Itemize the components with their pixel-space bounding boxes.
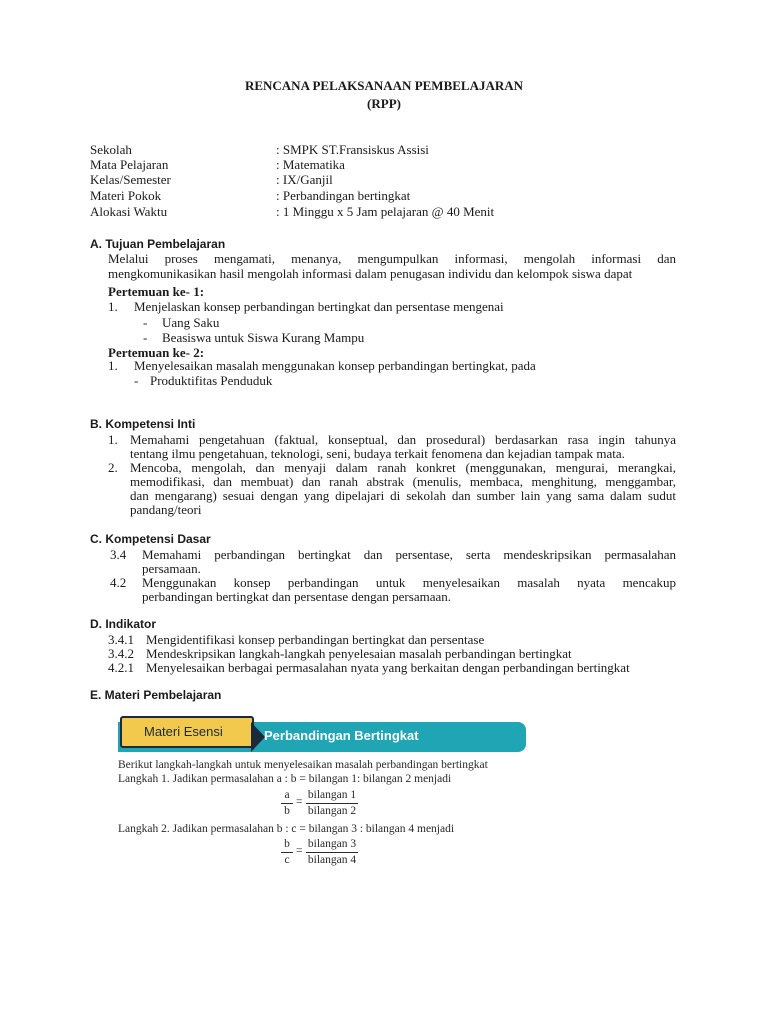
document-title: RENCANA PELAKSANAAN PEMBELAJARAN — [244, 78, 524, 93]
basic-competency-1-line2: persamaan. — [142, 561, 201, 576]
info-value: : 1 Minggu x 5 Jam pelajaran @ 40 Menit — [276, 204, 495, 219]
indicator-number: 3.4.1 — [108, 632, 134, 647]
info-label: Alokasi Waktu — [90, 204, 168, 219]
indicator-number: 4.2.1 — [108, 660, 134, 675]
section-a-intro-line1: Melalui proses mengamati, menanya, mengumpulkan informasi, mengolah informasi dan — [108, 251, 676, 266]
info-value: : Perbandingan bertingkat — [276, 188, 411, 203]
step-2-text: Langkah 2. Jadikan permasalahan b : c = bilangan 3 : bilangan 4 menjadi — [118, 823, 455, 835]
dash-bullet: - — [134, 373, 139, 388]
banner-arrow-icon — [251, 722, 265, 752]
competency-2-line4: pandang/teori — [130, 502, 202, 517]
list-number: 1. — [108, 299, 118, 314]
equals-sign: = — [296, 845, 303, 857]
meeting-2-item: Menyelesaikan masalah menggunakan konsep perbandingan bertingkat, pada — [134, 358, 536, 373]
indicator-text: Mendeskripsikan langkah-langkah penyelesaian masalah perbandingan bertingkat — [146, 646, 572, 661]
meeting-1-title: Pertemuan ke- 1: — [108, 284, 205, 299]
numerator: bilangan 3 — [306, 838, 358, 853]
fraction-bilangan-1-over-2 — [306, 789, 358, 818]
fraction-bilangan-3-over-4 — [306, 838, 358, 867]
basic-competency-2-line2: perbandingan bertingkat dan persentase dengan persamaan. — [142, 589, 451, 604]
list-number: 4.2 — [110, 575, 127, 590]
meeting-1-item: Menjelaskan konsep perbandingan bertingkat dan persentase mengenai — [134, 299, 504, 314]
section-a-intro-line2: mengkomunikasikan hasil mengolah informasi dalam penugasan individu dan kelompok siswa dapat — [108, 266, 633, 281]
indicator-number: 3.4.2 — [108, 646, 134, 661]
list-number: 2. — [108, 460, 118, 475]
meeting-2-title: Pertemuan ke- 2: — [108, 345, 205, 360]
denominator: b — [284, 805, 290, 817]
step-1-text: Langkah 1. Jadikan permasalahan a : b = bilangan 1: bilangan 2 menjadi — [118, 773, 452, 785]
info-row-kelas-semester — [90, 172, 333, 187]
list-number: 1. — [108, 358, 118, 373]
section-c-heading: C. Kompetensi Dasar — [90, 532, 211, 546]
document-subtitle: (RPP) — [367, 96, 401, 111]
info-label: Mata Pelajaran — [90, 157, 169, 172]
info-row-alokasi-waktu — [90, 204, 495, 219]
list-number: 3.4 — [110, 547, 127, 562]
competency-2-line2: memodifikasi, dan membuat) dan ranah abstrak (menulis, membaca, menghitung, menggambar, — [130, 474, 676, 489]
info-label: Materi Pokok — [90, 188, 162, 203]
numerator: bilangan 1 — [306, 789, 358, 804]
banner-tag-label: Materi Esensi — [144, 724, 223, 739]
list-number: 1. — [108, 432, 118, 447]
indicator-text: Menyelesaikan berbagai permasalahan nyata yang berkaitan dengan perbandingan bertingkat — [146, 660, 630, 675]
info-row-mata-pelajaran — [90, 157, 345, 172]
banner-tag — [120, 716, 254, 748]
fraction-b-over-c — [281, 838, 293, 867]
meeting-2-sub-item: Produktifitas Penduduk — [150, 373, 273, 388]
dash-bullet: - — [143, 330, 148, 345]
section-d-heading: D. Indikator — [90, 617, 157, 631]
materi-esensi-banner — [118, 716, 526, 752]
competency-2-line1: Mencoba, mengolah, dan menyaji dalam ranah konkret (menggunakan, mengurai, merangkai, — [130, 460, 676, 475]
numerator: a — [281, 789, 293, 804]
info-label: Kelas/Semester — [90, 172, 171, 187]
indicator-text: Mengidentifikasi konsep perbandingan bertingkat dan persentase — [146, 632, 485, 647]
numerator: b — [281, 838, 293, 853]
competency-2-line3: dan mengarang) sesuai dengan yang dipelajari di sekolah dan sumber lain yang sama dalam sudut — [130, 488, 676, 503]
section-e-heading: E. Materi Pembelajaran — [90, 688, 222, 702]
denominator: bilangan 2 — [307, 805, 357, 817]
fraction-a-over-b — [281, 789, 293, 818]
info-row-materi-pokok — [90, 188, 411, 203]
denominator: c — [284, 854, 290, 866]
meeting-1-sub-item: Uang Saku — [162, 315, 220, 330]
equals-sign: = — [296, 796, 303, 808]
section-b-heading: B. Kompetensi Inti — [90, 417, 196, 431]
meeting-1-sub-item: Beasiswa untuk Siswa Kurang Mampu — [162, 330, 365, 345]
info-value: : Matematika — [276, 157, 345, 172]
denominator: bilangan 4 — [307, 854, 357, 866]
info-value: : IX/Ganjil — [276, 172, 333, 187]
section-a-heading: A. Tujuan Pembelajaran — [90, 237, 226, 251]
competency-1-line2: tentang ilmu pengetahuan, teknologi, seni, budaya terkait fenomena dan kejadian tampak mata. — [130, 446, 625, 461]
info-row-sekolah — [90, 142, 429, 157]
basic-competency-1-line1: Memahami perbandingan bertingkat dan persentase, serta mendeskripsikan permasalahan — [142, 547, 676, 562]
dash-bullet: - — [143, 315, 148, 330]
materi-intro: Berikut langkah-langkah untuk menyelesaikan masalah perbandingan bertingkat — [118, 759, 488, 771]
competency-1-line1: Memahami pengetahuan (faktual, konseptual, dan prosedural) berdasarkan rasa ingin tahunya — [130, 432, 676, 447]
banner-title: Perbandingan Bertingkat — [264, 728, 419, 743]
info-value: : SMPK ST.Fransiskus Assisi — [276, 142, 429, 157]
basic-competency-2-line1: Menggunakan konsep perbandingan untuk menyelesaikan masalah nyata mencakup — [142, 575, 676, 590]
info-label: Sekolah — [90, 142, 132, 157]
